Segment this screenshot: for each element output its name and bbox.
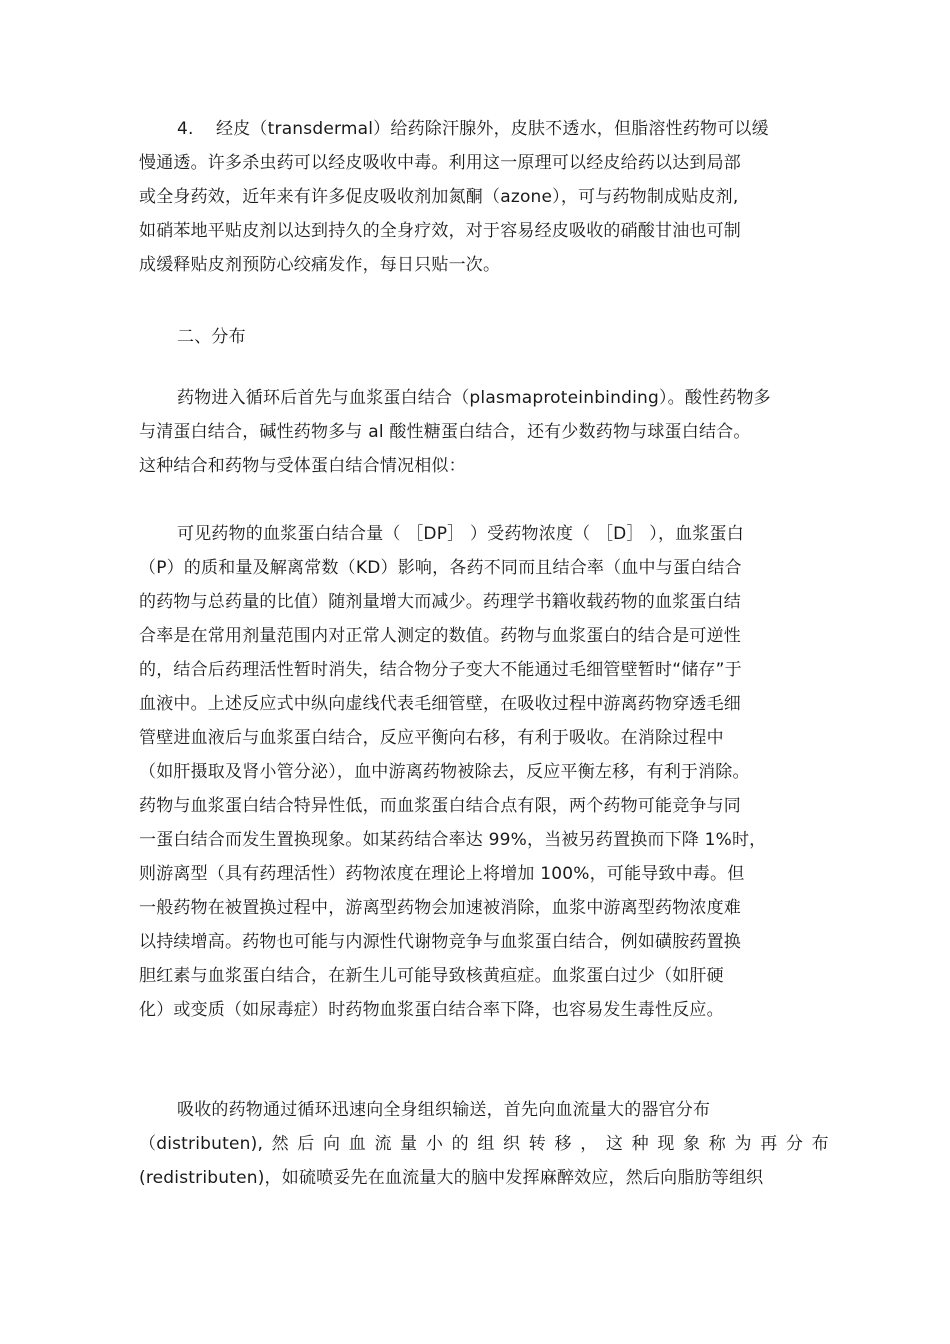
- paragraph-binding-rate: [139, 517, 829, 1027]
- justified-word: 织: [503, 1134, 521, 1154]
- justified-word: 的: [451, 1134, 469, 1154]
- justified-word: 后: [297, 1134, 315, 1154]
- justified-word: 小: [425, 1134, 444, 1154]
- justified-word: 向: [323, 1134, 341, 1154]
- paragraph-line: 胆红素与血浆蛋白结合，在新生儿可能导致核黄疸症。血浆蛋白过少（如肝硬: [139, 966, 724, 986]
- paragraph-line: 的，结合后药理活性暂时消失，结合物分子变大不能通过毛细管壁暂时“储存”于: [139, 660, 742, 680]
- paragraph-line: 或全身药效，近年来有许多促皮吸收剂加氮酮（azone），可与药物制成贴皮剂,: [139, 187, 739, 207]
- justified-word: 种: [631, 1134, 649, 1154]
- justified-word: 移: [554, 1134, 572, 1154]
- justified-word: 流: [374, 1134, 392, 1154]
- justified-word: （distributen),: [139, 1134, 264, 1154]
- paragraph-line: 吸收的药物通过循环迅速向全身组织输送，首先向血流量大的器官分布: [177, 1100, 711, 1120]
- justified-word: 为: [734, 1134, 752, 1154]
- paragraph-transdermal: [139, 112, 829, 282]
- justified-word: 转: [528, 1134, 546, 1154]
- justified-word: 现: [657, 1134, 675, 1154]
- paragraph-line: 的药物与总药量的比值）随剂量增大而减少。药理学书籍收载药物的血浆蛋白结: [139, 592, 741, 612]
- justified-word: 布: [811, 1134, 829, 1154]
- paragraph-line-justified: [139, 1127, 829, 1161]
- paragraph-line: 以持续增高。药物也可能与内源性代谢物竞争与血浆蛋白结合，例如磺胺药置换: [139, 932, 741, 952]
- paragraph-line: 合率是在常用剂量范围内对正常人测定的数值。药物与血浆蛋白的结合是可逆性: [139, 626, 741, 646]
- section-heading: 二、分布: [177, 327, 246, 347]
- paragraph-line: 成缓释贴皮剂预防心绞痛发作，每日只贴一次。: [139, 255, 501, 275]
- justified-word: 再: [760, 1134, 778, 1154]
- paragraph-line: 血液中。上述反应式中纵向虚线代表毛细管壁，在吸收过程中游离药物穿透毛细: [139, 694, 741, 714]
- paragraph-line: 管壁进血液后与血浆蛋白结合，反应平衡向右移，有利于吸收。在消除过程中: [139, 728, 724, 748]
- paragraph-line: 药物与血浆蛋白结合特异性低，而血浆蛋白结合点有限，两个药物可能竞争与同: [139, 796, 741, 816]
- paragraph-line: 4. 经皮（transdermal）给药除汗腺外，皮肤不透水，但脂溶性药物可以缓: [177, 119, 769, 139]
- paragraph-line: 与清蛋白结合，碱性药物多与 al 酸性糖蛋白结合，还有少数药物与球蛋白结合。: [139, 422, 751, 442]
- justified-word: 然: [271, 1134, 289, 1154]
- paragraph-line: 一般药物在被置换过程中，游离型药物会加速被消除，血浆中游离型药物浓度难: [139, 898, 741, 918]
- paragraph-line: 可见药物的血浆蛋白结合量（ ［DP］ ）受药物浓度（ ［D］ ），血浆蛋白: [177, 524, 744, 544]
- section-heading-distribution: [139, 320, 829, 354]
- justified-word: 血: [348, 1134, 366, 1154]
- paragraph-line: (redistributen)，如硫喷妥先在血流量大的脑中发挥麻醉效应，然后向脂肪等组织: [139, 1168, 764, 1188]
- paragraph-line: 药物进入循环后首先与血浆蛋白结合（plasmaproteinbinding）。酸性药物多: [177, 388, 771, 408]
- justified-word: 组: [477, 1134, 495, 1154]
- paragraph-line: 一蛋白结合而发生置换现象。如某药结合率达 99%，当被另药置换而下降 1%时，: [139, 830, 767, 850]
- justified-word: 称: [708, 1134, 726, 1154]
- justified-word: ，: [580, 1134, 598, 1154]
- justified-word: 这: [605, 1134, 624, 1154]
- paragraph-redistribution: [139, 1093, 829, 1195]
- paragraph-line: 这种结合和药物与受体蛋白结合情况相似：: [139, 456, 466, 476]
- paragraph-line: 化）或变质（如尿毒症）时药物血浆蛋白结合率下降，也容易发生毒性反应。: [139, 1000, 724, 1020]
- paragraph-line: （如肝摄取及肾小管分泌），血中游离药物被除去，反应平衡左移，有利于消除。: [139, 762, 750, 782]
- paragraph-line: 则游离型（具有药理活性）药物浓度在理论上将增加 100%，可能导致中毒。但: [139, 864, 745, 884]
- justified-word: 分: [785, 1134, 804, 1154]
- paragraph-protein-binding: [139, 381, 829, 483]
- justified-word: 量: [400, 1134, 418, 1154]
- paragraph-line: 慢通透。许多杀虫药可以经皮吸收中毒。利用这一原理可以经皮给药以达到局部: [139, 153, 741, 173]
- paragraph-line: 如硝苯地平贴皮剂以达到持久的全身疗效，对于容易经皮吸收的硝酸甘油也可制: [139, 221, 741, 241]
- paragraph-line: （P）的质和量及解离常数（KD）影响，各药不同而且结合率（血中与蛋白结合: [139, 558, 742, 578]
- justified-word: 象: [683, 1134, 701, 1154]
